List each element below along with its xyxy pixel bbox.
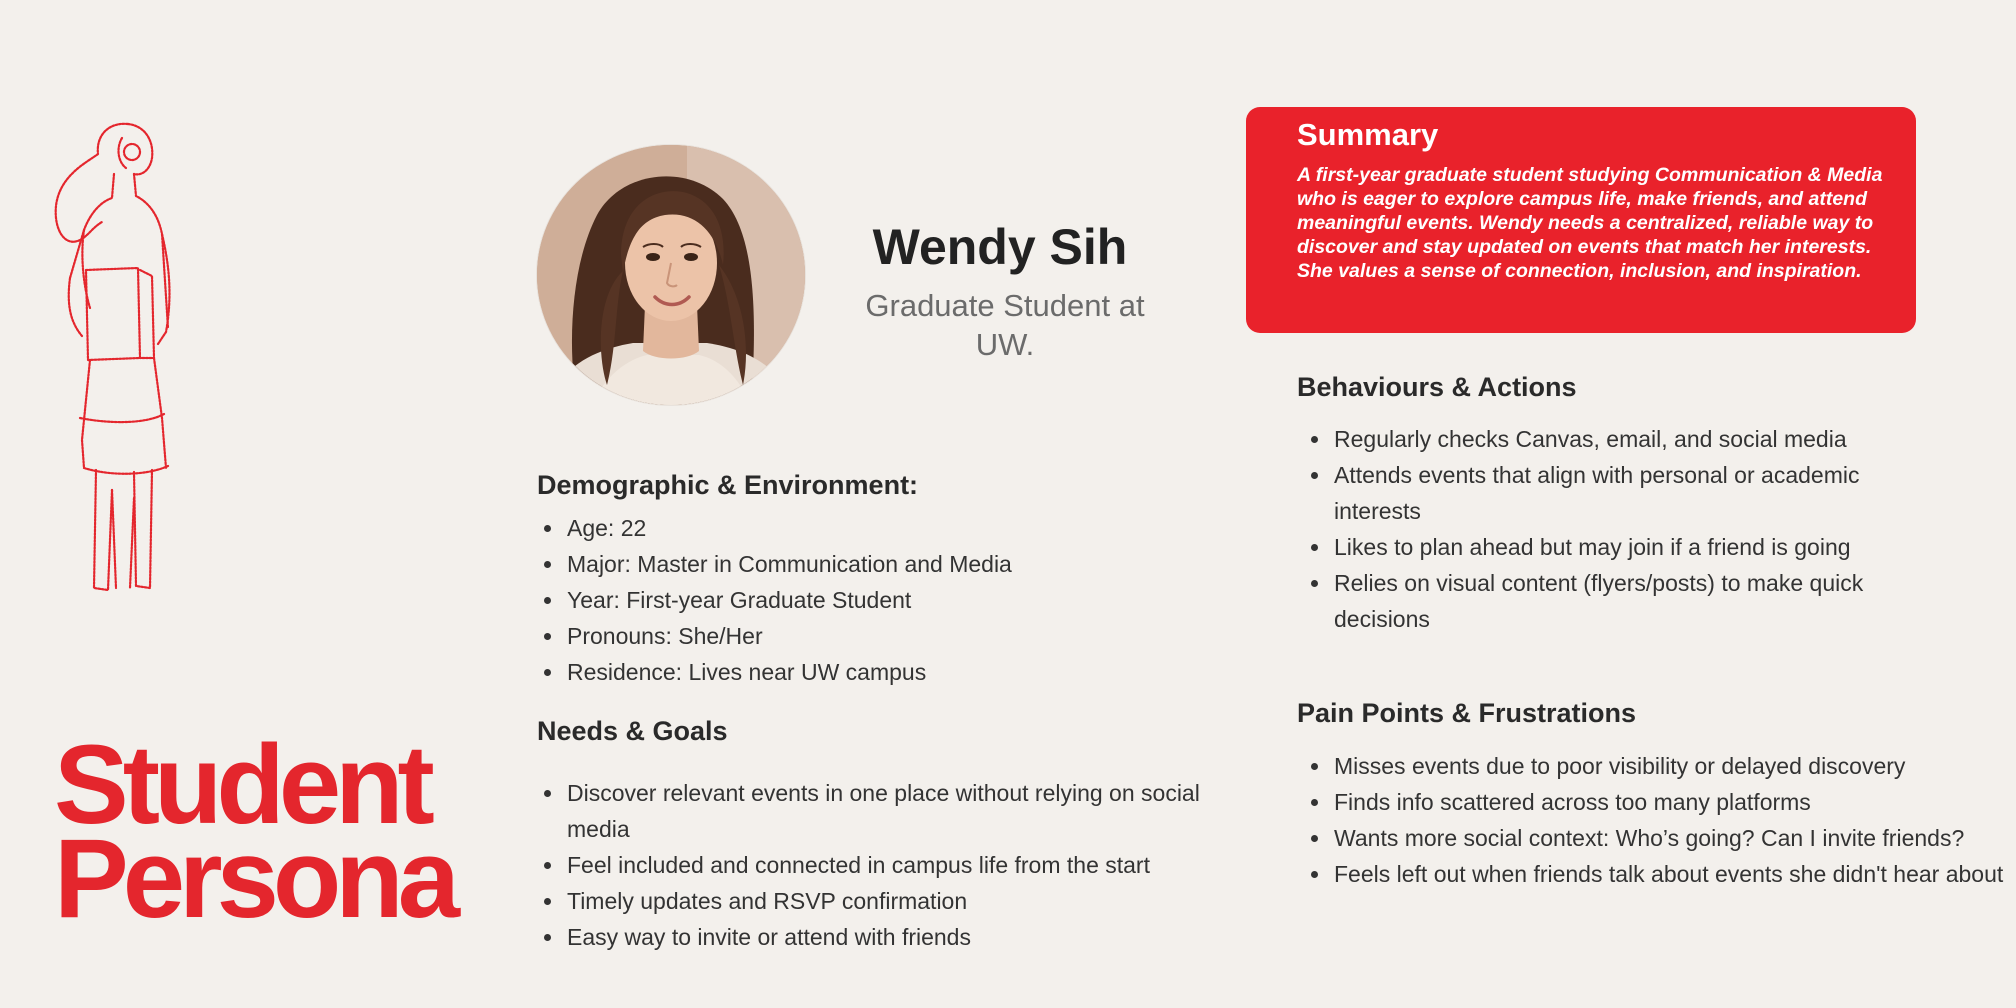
behaviours-list — [1307, 421, 1952, 637]
list-item: • Residence: Lives near UW campus — [565, 654, 1205, 690]
needs-heading: Needs & Goals — [537, 716, 728, 746]
summary-title: Summary — [1297, 117, 1439, 152]
list-item: • Discover relevant events in one place without relying on social media — [565, 775, 1265, 847]
summary-text: A first-year graduate student studying Communication & Media who is eager to explore campus life, make friends, and attend meaningful events. Wendy needs a centralized, reliable way to discover and stay updated on events that match her interests. She values a sense of connection, inclusion, and inspiration. — [1297, 164, 1883, 282]
persona-role: Graduate Student at UW. — [865, 288, 1145, 362]
list-item: • Relies on visual content (flyers/posts) to make quick decisions — [1332, 565, 1952, 637]
demographic-list — [540, 510, 1205, 690]
list-item: • Finds info scattered across too many platforms — [1332, 784, 2016, 820]
list-item: • Regularly checks Canvas, email, and social media — [1332, 421, 1952, 457]
list-item: • Year: First-year Graduate Student — [565, 582, 1205, 618]
persona-name: Wendy Sih — [872, 219, 1128, 275]
demographic-heading: Demographic & Environment: — [537, 470, 919, 500]
avatar-photo — [537, 145, 805, 405]
list-item: • Attends events that align with personal or academic interests — [1332, 457, 1952, 529]
list-item: • Easy way to invite or attend with friends — [565, 919, 1265, 955]
persona-title-line1: Student — [54, 722, 429, 847]
list-item: • Wants more social context: Who’s going? Can I invite friends? — [1332, 820, 2016, 856]
sketch-woman-icon — [50, 118, 200, 608]
list-item: • Timely updates and RSVP confirmation — [565, 883, 1265, 919]
avatar — [537, 145, 805, 405]
pain-points-heading: Pain Points & Frustrations — [1297, 698, 1637, 728]
persona-title — [54, 722, 454, 941]
list-item: • Major: Master in Communication and Media — [565, 546, 1205, 582]
list-item: • Feels left out when friends talk about events she didn't hear about — [1332, 856, 2016, 892]
list-item: • Feel included and connected in campus life from the start — [565, 847, 1265, 883]
list-item: • Likes to plan ahead but may join if a friend is going — [1332, 529, 1952, 565]
pain-points-list — [1307, 748, 2016, 892]
list-item: • Pronouns: She/Her — [565, 618, 1205, 654]
persona-title-line2: Persona — [54, 816, 454, 941]
needs-list — [540, 775, 1265, 955]
list-item: • Age: 22 — [565, 510, 1205, 546]
list-item: • Misses events due to poor visibility or delayed discovery — [1332, 748, 2016, 784]
behaviours-heading: Behaviours & Actions — [1297, 372, 1577, 402]
